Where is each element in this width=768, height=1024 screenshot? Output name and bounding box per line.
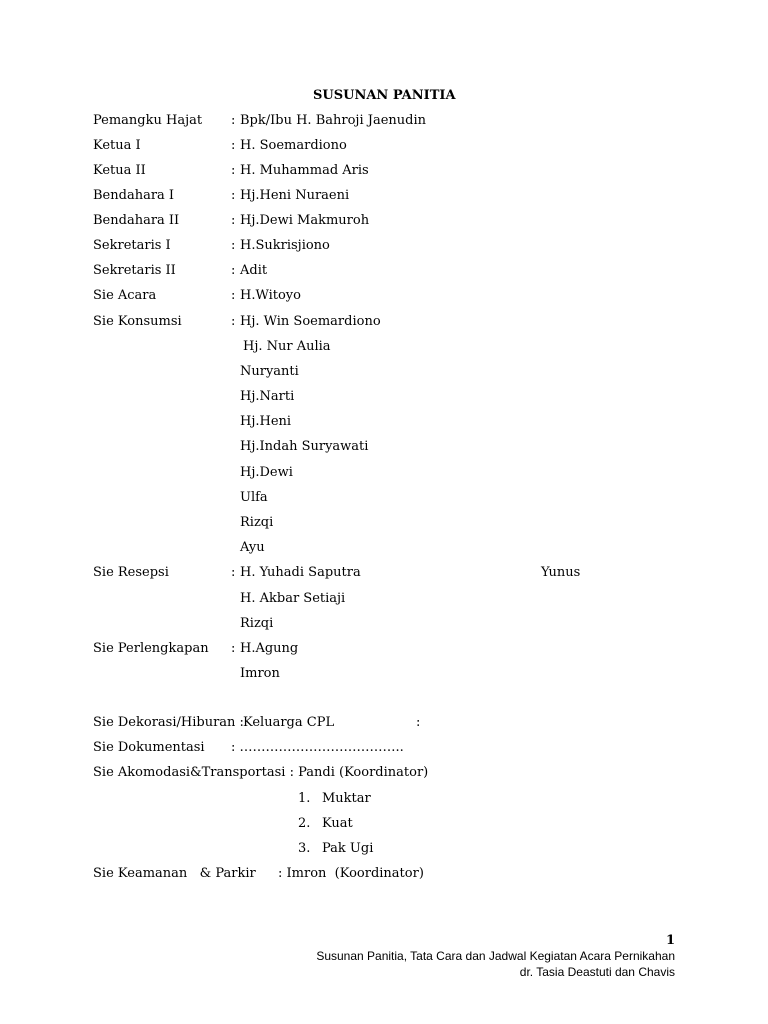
konsumsi-member: Hj.Dewi — [240, 465, 293, 480]
resepsi-member: H. Akbar Setiaji — [240, 591, 346, 606]
konsumsi-member: Hj.Narti — [240, 389, 295, 404]
resepsi-side-member: Yunus — [541, 565, 581, 580]
row-value: Adit — [240, 263, 268, 278]
row-label: Pemangku Hajat — [93, 113, 203, 128]
row-value: Hj.Dewi Makmuroh — [240, 213, 370, 228]
perlengkapan-value: H.Agung — [240, 641, 299, 656]
akomodasi-item-number: 2. — [298, 816, 311, 831]
row-colon: : — [231, 263, 236, 278]
konsumsi-member: Ulfa — [240, 490, 268, 505]
dekorasi-trailing-colon: : — [416, 715, 421, 730]
row-label: Ketua I — [93, 138, 141, 153]
row-value: H. Muhammad Aris — [240, 163, 369, 178]
row-colon: : — [231, 238, 236, 253]
row-value: Hj. Win Soemardiono — [240, 314, 381, 329]
row-label: Sekretaris II — [93, 263, 176, 278]
akomodasi-item-number: 1. — [298, 791, 311, 806]
akomodasi-item-name: Pak Ugi — [322, 841, 374, 856]
resepsi-colon: : — [231, 565, 236, 580]
row-value: H. Soemardiono — [240, 138, 347, 153]
resepsi-value: H. Yuhadi Saputra — [240, 565, 361, 580]
footer-line-2: dr. Tasia Deastuti dan Chavis — [519, 965, 675, 979]
row-label: Sie Konsumsi — [93, 314, 182, 329]
resepsi-label: Sie Resepsi — [93, 565, 169, 580]
row-label: Bendahara I — [93, 188, 175, 203]
page-number: 1 — [665, 933, 675, 948]
dekorasi-value: Keluarga CPL — [243, 715, 335, 730]
row-colon: : — [231, 113, 236, 128]
dokumentasi-label: Sie Dokumentasi — [93, 740, 205, 755]
perlengkapan-colon: : — [231, 641, 236, 656]
row-colon: : — [231, 138, 236, 153]
row-value: Hj.Heni Nuraeni — [240, 188, 350, 203]
row-label: Sie Acara — [93, 288, 157, 303]
konsumsi-member: Hj.Heni — [240, 414, 292, 429]
konsumsi-member: Hj.Indah Suryawati — [240, 439, 369, 454]
keamanan-value: : Imron (Koordinator) — [278, 866, 424, 881]
footer-line-1: Susunan Panitia, Tata Cara dan Jadwal Kegiatan Acara Pernikahan — [316, 949, 675, 963]
keamanan-label: Sie Keamanan & Parkir — [93, 866, 256, 881]
row-colon: : — [231, 288, 236, 303]
row-colon: : — [231, 314, 236, 329]
dokumentasi-value: : ……………………………….. — [231, 740, 404, 755]
konsumsi-member: Hj. Nur Aulia — [243, 339, 331, 354]
row-value: H.Witoyo — [240, 288, 301, 303]
konsumsi-member: Rizqi — [240, 515, 274, 530]
akomodasi-item-number: 3. — [298, 841, 311, 856]
akomodasi-label: Sie Akomodasi&Transportasi : Pandi (Koordinator) — [93, 765, 429, 780]
row-value: Bpk/Ibu H. Bahroji Jaenudin — [240, 113, 426, 128]
row-label: Ketua II — [93, 163, 146, 178]
row-label: Sekretaris I — [93, 238, 171, 253]
perlengkapan-label: Sie Perlengkapan — [93, 641, 209, 656]
row-colon: : — [231, 213, 236, 228]
resepsi-member: Rizqi — [240, 616, 274, 631]
konsumsi-member: Nuryanti — [240, 364, 299, 379]
akomodasi-item-name: Muktar — [322, 791, 371, 806]
row-value: H.Sukrisjiono — [240, 238, 330, 253]
row-colon: : — [231, 163, 236, 178]
document-title: SUSUNAN PANITIA — [313, 88, 456, 103]
row-colon: : — [231, 188, 236, 203]
dekorasi-label: Sie Dekorasi/Hiburan : — [93, 715, 244, 730]
perlengkapan-member: Imron — [240, 666, 280, 681]
akomodasi-item-name: Kuat — [322, 816, 353, 831]
row-label: Bendahara II — [93, 213, 180, 228]
konsumsi-member: Ayu — [240, 540, 265, 555]
